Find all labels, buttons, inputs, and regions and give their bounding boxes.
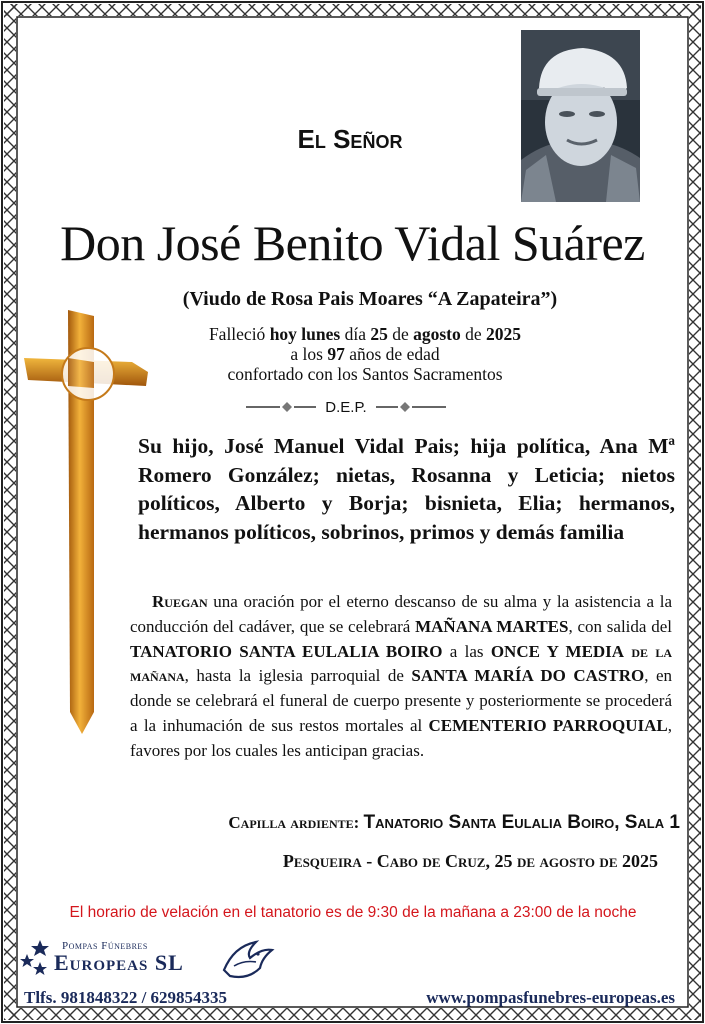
funeral-details: Ruegan una oración por el eterno descanso de su alma y la asistencia a la conducción del cadáver, que se celebrará MAÑANA MARTES, con salida del TANATORIO SANTA EULALIA BOIRO a las ONCE Y MEDIA de la mañana, hasta la iglesia parroquial de SANTA MARÍA DO CASTRO, en donde se celebrará el funeral de cuerpo presente y posteriormente se procederá a la inhumación de sus restos mortales al CEMENTERIO PARROQUIAL, favores por los cuales les anticipan gracias.: [130, 592, 673, 760]
chapel-label: Capilla ardiente:: [228, 813, 364, 832]
portrait-photo: [521, 30, 640, 202]
honorific-title: El Señor: [297, 124, 403, 154]
chapel-value: Tanatorio Santa Eulalia Boiro, Sala 1: [363, 812, 680, 833]
vigil-schedule: El horario de velación en el tanatorio es de 9:30 de la mañana a 23:00 de la noche: [69, 904, 637, 921]
chapel-info: [160, 812, 680, 834]
company-logo: [20, 936, 280, 984]
widower-note: (Viudo de Rosa Pais Moares “A Zapateira”): [182, 288, 558, 310]
dep-label: D.E.P.: [325, 399, 367, 416]
company-tagline: Pompas Fúnebres: [62, 940, 148, 952]
dep-divider: [246, 397, 446, 417]
company-name: Europeas SL: [54, 950, 184, 975]
deceased-name: Don José Benito Vidal Suárez: [60, 215, 645, 271]
family-list: Su hijo, José Manuel Vidal Pais; hija política, Ana Mª Romero González; nietas, Rosanna y Leticia; nietos políticos, Alberto y Borja; bisnieta, Elia; hermanos, hermanos políticos, sobrinos, primos y demás familia: [138, 434, 675, 544]
company-website[interactable]: www.pompasfunebres-europeas.es: [426, 988, 675, 1007]
dove-icon: [216, 936, 276, 982]
place-date: Pesqueira - Cabo de Cruz, 25 de agosto de 2025: [282, 851, 658, 871]
contact-phones: Tlfs. 981848322 / 629854335: [24, 988, 228, 1007]
death-info: Falleció hoy lunes día 25 de agosto de 2025 a los 97 años de edad confortado con los Santos Sacramentos: [208, 324, 522, 384]
